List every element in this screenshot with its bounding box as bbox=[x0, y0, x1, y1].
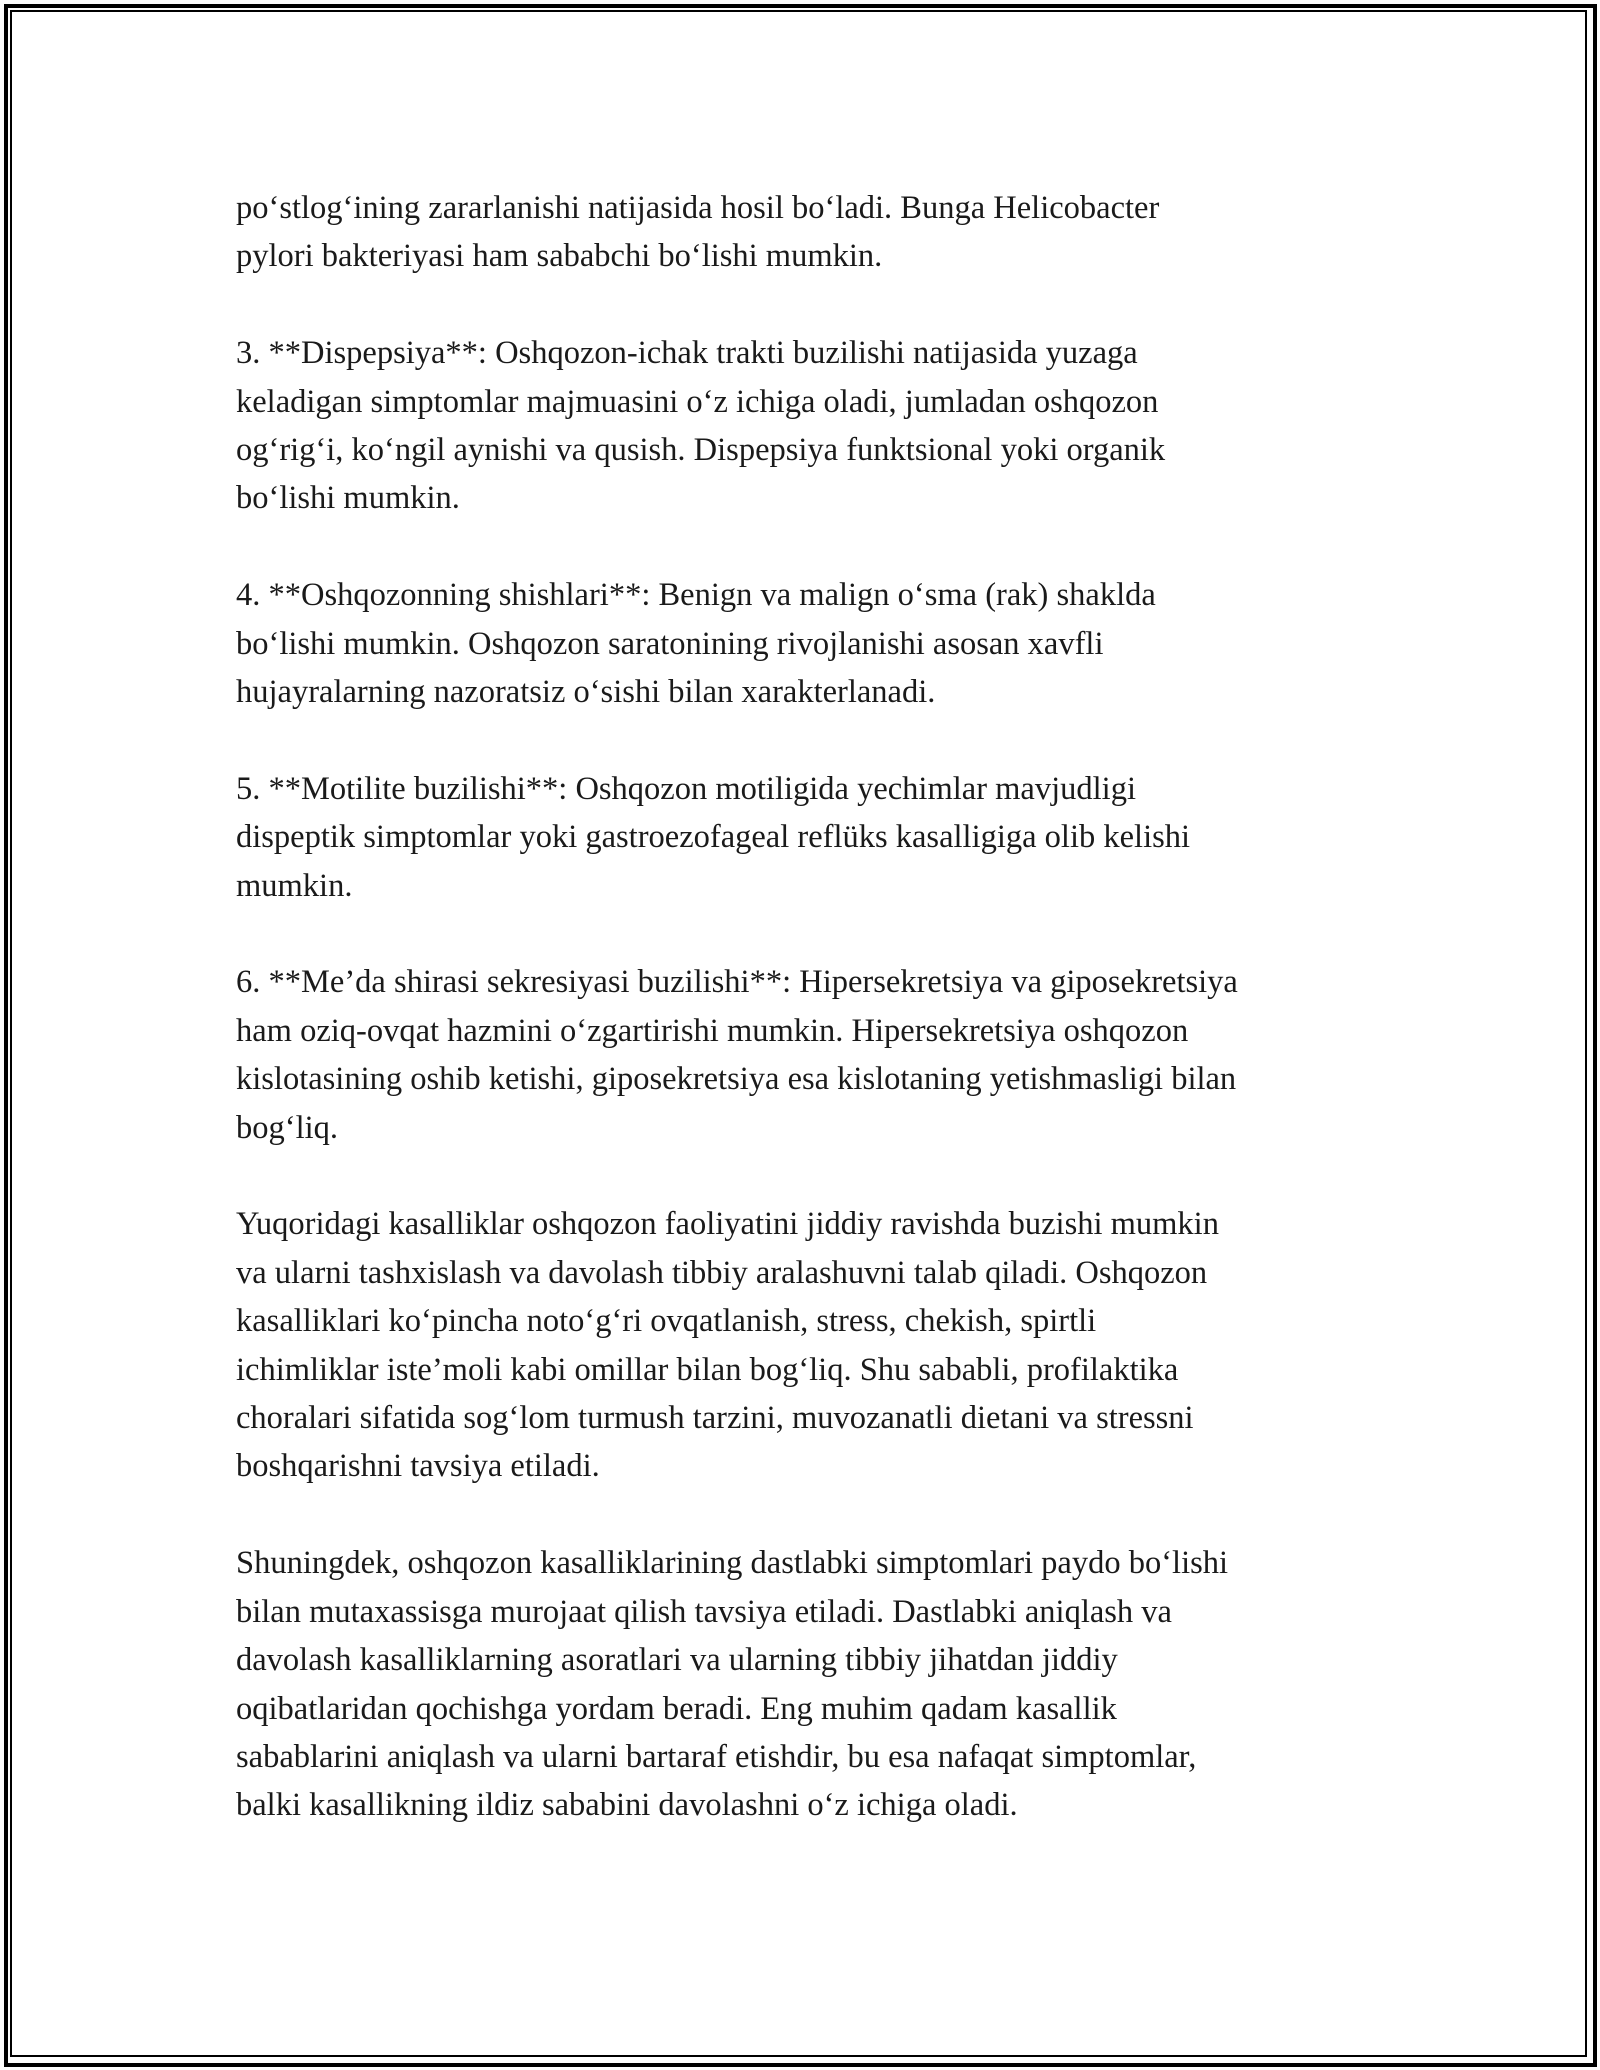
text-line: 6. **Me’da shirasi sekresiyasi buzilishi**: Hipersekretsiya va giposekretsiya bbox=[236, 964, 1238, 1001]
text-line: bo‘lishi mumkin. Oshqozon saratonining rivojlanishi asosan xavfli bbox=[236, 625, 1104, 662]
document-body bbox=[236, 184, 1386, 1878]
text-line: hujayralarning nazoratsiz o‘sishi bilan xarakterlanadi. bbox=[236, 674, 936, 711]
paragraph-conclusion bbox=[236, 1539, 1386, 1829]
text-line: oqibatlaridan qochishga yordam beradi. Eng muhim qadam kasallik bbox=[236, 1690, 1117, 1727]
text-line: Yuqoridagi kasalliklar oshqozon faoliyatini jiddiy ravishda buzishi mumkin bbox=[236, 1206, 1219, 1243]
text-line: ichimliklar iste’moli kabi omillar bilan bog‘liq. Shu sababli, profilaktika bbox=[236, 1351, 1179, 1388]
text-line: po‘stlog‘ining zararlanishi natijasida hosil bo‘ladi. Bunga Helicobacter bbox=[236, 190, 1160, 226]
paragraph-item-5-motilite bbox=[236, 765, 1386, 910]
text-line: mumkin. bbox=[236, 867, 353, 904]
text-line: dispeptik simptomlar yoki gastroezofageal reflüks kasalligiga olib kelishi bbox=[236, 819, 1191, 856]
text-line: va ularni tashxislash va davolash tibbiy aralashuvni talab qiladi. Oshqozon bbox=[236, 1254, 1208, 1291]
text-line: kasalliklari ko‘pincha noto‘g‘ri ovqatlanish, stress, chekish, spirtli bbox=[236, 1303, 1097, 1340]
text-line: bog‘liq. bbox=[236, 1109, 339, 1146]
paragraph-item-3-dispepsiya bbox=[236, 329, 1386, 523]
text-line: keladigan simptomlar majmuasini o‘z ichiga oladi, jumladan oshqozon bbox=[236, 383, 1159, 420]
text-line: 3. **Dispepsiya**: Oshqozon-ichak trakti buzilishi natijasida yuzaga bbox=[236, 335, 1138, 372]
text-line: kislotasining oshib ketishi, giposekretsiya esa kislotaning yetishmasligi bilan bbox=[236, 1061, 1237, 1098]
text-line: 4. **Oshqozonning shishlari**: Benign va malign o‘sma (rak) shaklda bbox=[236, 577, 1156, 614]
text-line: sabablarini aniqlash va ularni bartaraf etishdir, bu esa nafaqat simptomlar, bbox=[236, 1738, 1197, 1775]
text-line: bo‘lishi mumkin. bbox=[236, 480, 460, 517]
text-line: boshqarishni tavsiya etiladi. bbox=[236, 1448, 600, 1485]
text-line: pylori bakteriyasi ham sababchi bo‘lishi mumkin. bbox=[236, 238, 883, 275]
paragraph-continuation bbox=[236, 184, 1386, 281]
text-line: 5. **Motilite buzilishi**: Oshqozon motiligida yechimlar mavjudligi bbox=[236, 770, 1136, 807]
text-line: bilan mutaxassisga murojaat qilish tavsiya etiladi. Dastlabki aniqlash va bbox=[236, 1593, 1172, 1630]
text-line: davolash kasalliklarning asoratlari va ularning tibbiy jihatdan jiddiy bbox=[236, 1642, 1118, 1679]
text-line: choralari sifatida sog‘lom turmush tarzini, muvozanatli dietani va stressni bbox=[236, 1400, 1194, 1437]
paragraph-summary bbox=[236, 1200, 1386, 1490]
text-line: ham oziq-ovqat hazmini o‘zgartirishi mumkin. Hipersekretsiya oshqozon bbox=[236, 1012, 1189, 1049]
paragraph-item-4-shishlar bbox=[236, 571, 1386, 716]
paragraph-item-6-sekresiya bbox=[236, 958, 1386, 1152]
text-line: balki kasallikning ildiz sababini davolashni o‘z ichiga oladi. bbox=[236, 1787, 1018, 1824]
text-line: og‘rig‘i, ko‘ngil aynishi va qusish. Dispepsiya funktsional yoki organik bbox=[236, 432, 1166, 469]
text-line: Shuningdek, oshqozon kasalliklarining dastlabki simptomlari paydo bo‘lishi bbox=[236, 1545, 1229, 1582]
